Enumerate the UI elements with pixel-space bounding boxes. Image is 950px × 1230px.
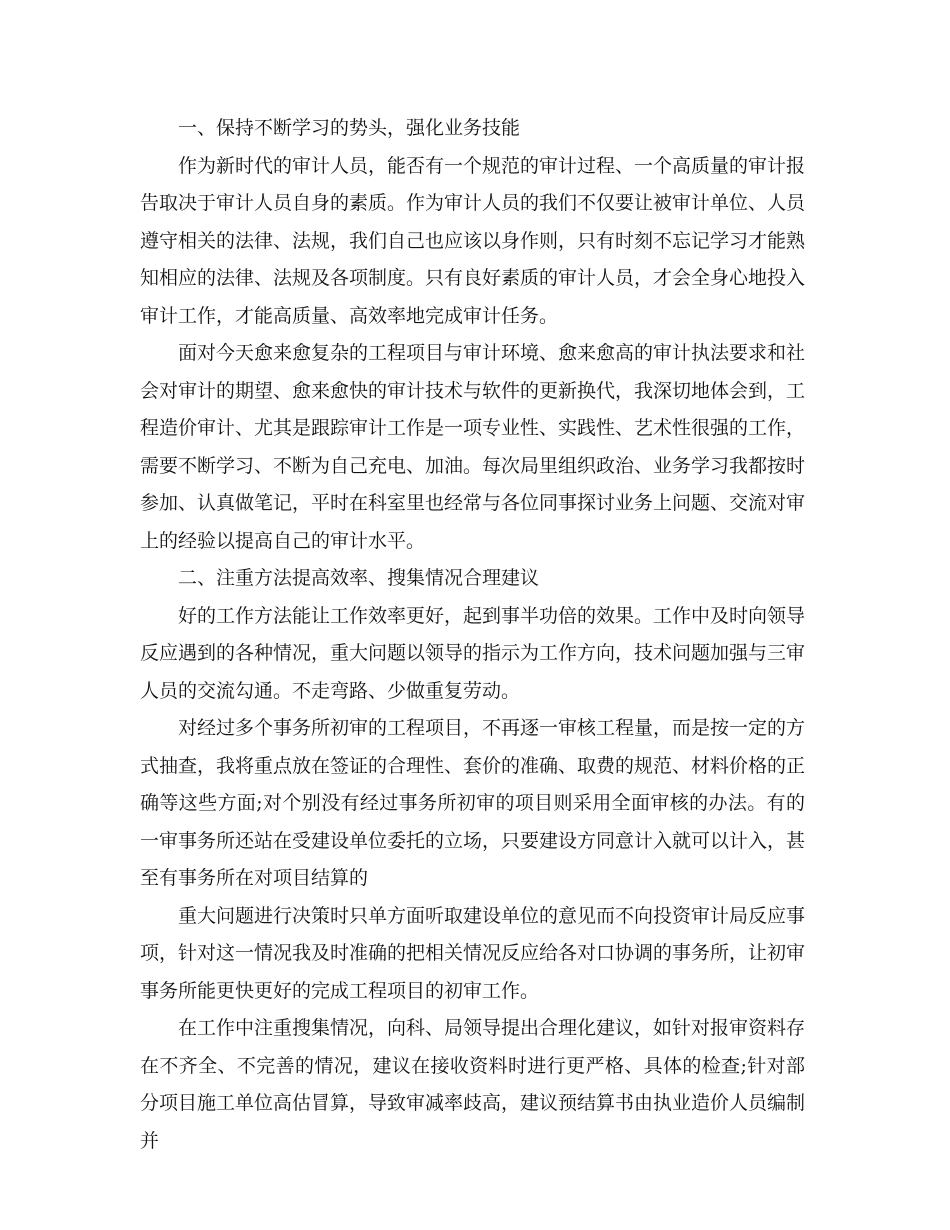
paragraph-3: 好的工作方法能让工作效率更好，起到事半功倍的效果。工作中及时向领导反应遇到的各种情况，重大问题以领导的指示为工作方向，技术问题加强与三审人员的交流勾通。不走弯路、少做重复劳动。 [140, 604, 806, 702]
paragraph-1: 作为新时代的审计人员，能否有一个规范的审计过程、一个高质量的审计报告取决于审计人员自身的素质。作为审计人员的我们不仅要让被审计单位、人员遵守相关的法律、法规，我们自己也应该以身作则，只有时刻不忘记学习才能熟知相应的法律、法规及各项制度。只有良好素质的审计人员，才会全身心地投入审计工作，才能高质量、高效率地完成审计任务。 [140, 154, 806, 327]
paragraph-6: 在工作中注重搜集情况，向科、局领导提出合理化建议，如针对报审资料存在不齐全、不完善的情况，建议在接收资料时进行更严格、具体的检查;针对部分项目施工单位高估冒算，导致审减率歧高，建议预结算书由执业造价人员编制并 [140, 1017, 806, 1152]
paragraph-5: 重大问题进行决策时只单方面听取建设单位的意见而不向投资审计局反应事项，针对这一情况我及时准确的把相关情况反应给各对口协调的事务所，让初审事务所能更快更好的完成工程项目的初审工作。 [140, 904, 806, 1002]
section-heading-1: 一、保持不断学习的势头，强化业务技能 [178, 117, 521, 139]
section-heading-2: 二、注重方法提高效率、搜集情况合理建议 [178, 567, 540, 589]
paragraph-2: 面对今天愈来愈复杂的工程项目与审计环境、愈来愈高的审计执法要求和社会对审计的期望、愈来愈快的审计技术与软件的更新换代，我深切地体会到，工程造价审计、尤其是跟踪审计工作是一项专业性、实践性、艺术性很强的工作，需要不断学习、不断为自己充电、加油。每次局里组织政治、业务学习我都按时参加、认真做笔记，平时在科室里也经常与各位同事探讨业务上问题、交流对审上的经验以提高自己的审计水平。 [140, 342, 806, 552]
document-body [140, 110, 805, 1160]
paragraph-4: 对经过多个事务所初审的工程项目，不再逐一审核工程量，而是按一定的方式抽查，我将重点放在签证的合理性、套价的准确、取费的规范、材料价格的正确等这些方面;对个别没有经过事务所初审的项目则采用全面审核的办法。有的一审事务所还站在受建设单位委托的立场，只要建设方同意计入就可以计入，甚至有事务所在对项目结算的 [140, 717, 806, 889]
